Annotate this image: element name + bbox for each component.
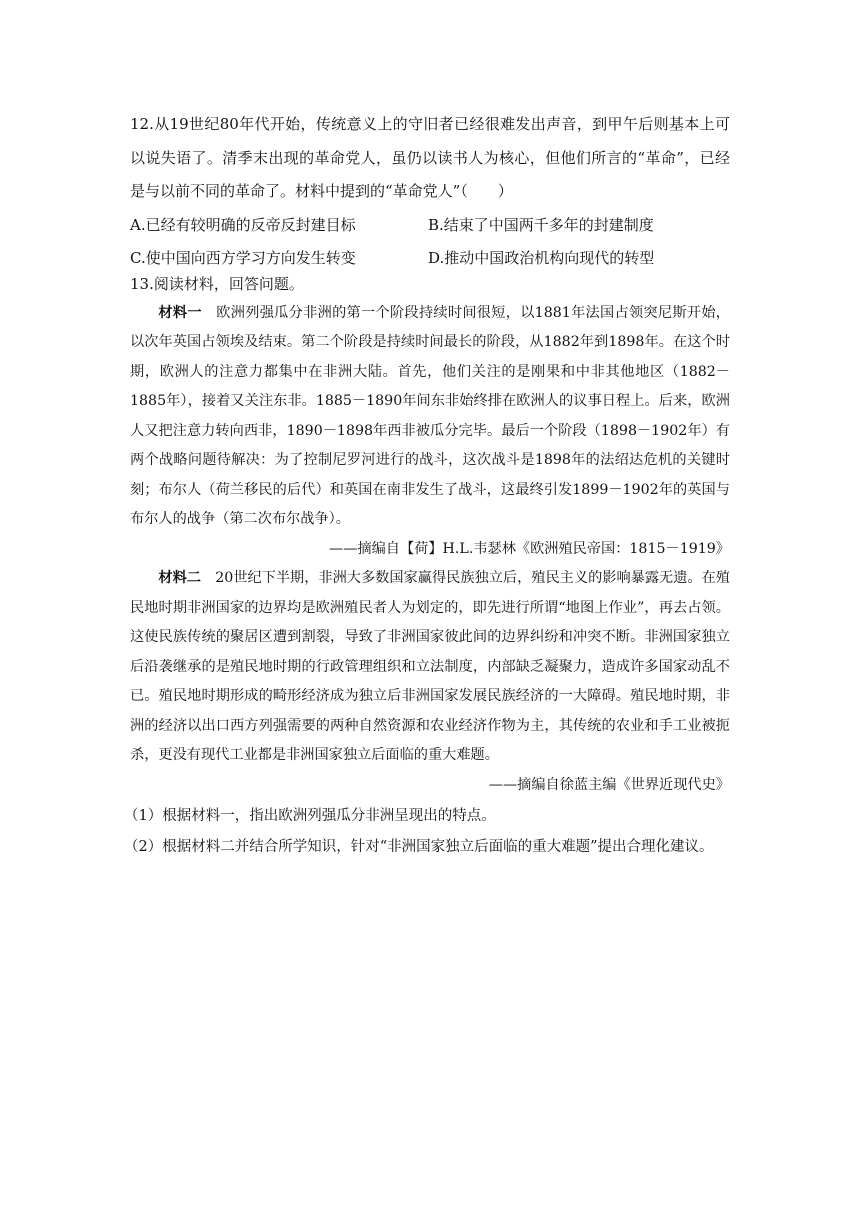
document-content <box>124 108 730 862</box>
material-1-label: 材料一 <box>158 304 202 321</box>
material-2-text: 20世纪下半期，非洲大多数国家赢得民族独立后，殖民主义的影响暴露无遗。在殖民地时期非洲国家的边界均是欧洲殖民者人为划定的，即先进行所谓“地图上作业”，再去占领。这使民族传统的聚居区遭到割裂，导致了非洲国家彼此间的边界纠纷和冲突不断。非洲国家独立后沿袭继承的是殖民地时期的行政管理组织和立法制度，内部缺乏凝聚力，造成许多国家动乱不已。殖民地时期形成的畸形经济成为独立后非洲国家发展民族经济的一大障碍。殖民地时期，非洲的经济以出口西方列强需要的两种自然资源和农业经济作物为主，其传统的农业和手工业被扼杀，更没有现代工业都是非洲国家独立后面临的重大难题。 <box>130 570 730 763</box>
question-13-sub-2: （2）根据材料二并结合所学知识，针对“非洲国家独立后面临的重大难题”提出合理化建议。 <box>124 839 714 855</box>
material-1 <box>130 299 730 535</box>
option-a: A.已经有较明确的反帝反封建目标 <box>130 215 356 234</box>
material-2-label: 材料二 <box>158 570 201 586</box>
option-c: C.使中国向西方学习方向发生转变 <box>130 249 356 267</box>
option-d: D.推动中国政治机构向现代的转型 <box>428 249 655 267</box>
question-12-stem: 12.从19世纪80年代开始，传统意义上的守旧者已经很难发出声音，到甲午后则基本上可以说失语了。清季末出现的革命党人，虽仍以读书人为核心，但他们所言的“革命”，已经是与以前不同的革命了。材料中提到的“革命党人”（ ） <box>130 115 730 200</box>
option-b: B.结束了中国两千多年的封建制度 <box>428 215 654 234</box>
material-2-source: ——摘编自徐蓝主编《世界近现代史》 <box>488 776 730 793</box>
material-1-text: 欧洲列强瓜分非洲的第一个阶段持续时间很短，以1881年法国占领突尼斯开始，以次年英国占领埃及结束。第二个阶段是持续时间最长的阶段，从1882年到1898年。在这个时期，欧洲人的注意力都集中在非洲大陆。首先，他们关注的是刚果和中非其他地区（1882－1885年），接着又关注东非。1885－1890年间东非始终排在欧洲人的议事日程上。后来，欧洲人又把注意力转向西非，1890－1898年西非被瓜分完毕。最后一个阶段（1898－1902年）有两个战略问题待解决：为了控制尼罗河进行的战斗，这次战斗是1898年的法绍达危机的关键时刻；布尔人（荷兰移民的后代）和英国在南非发生了战斗，这最终引发1899－1902年的英国与布尔人的战争（第二次布尔战争）。 <box>130 304 730 527</box>
question-13-stem: 13.阅读材料，回答问题。 <box>130 274 304 293</box>
material-2 <box>130 564 730 771</box>
question-13-sub-1: （1）根据材料一，指出欧洲列强瓜分非洲呈现出的特点。 <box>124 808 496 824</box>
question-12-options <box>130 209 730 276</box>
material-1-source: ——摘编自【荷】H.L.韦瑟林《欧洲殖民帝国：1815－1919》 <box>329 540 730 557</box>
